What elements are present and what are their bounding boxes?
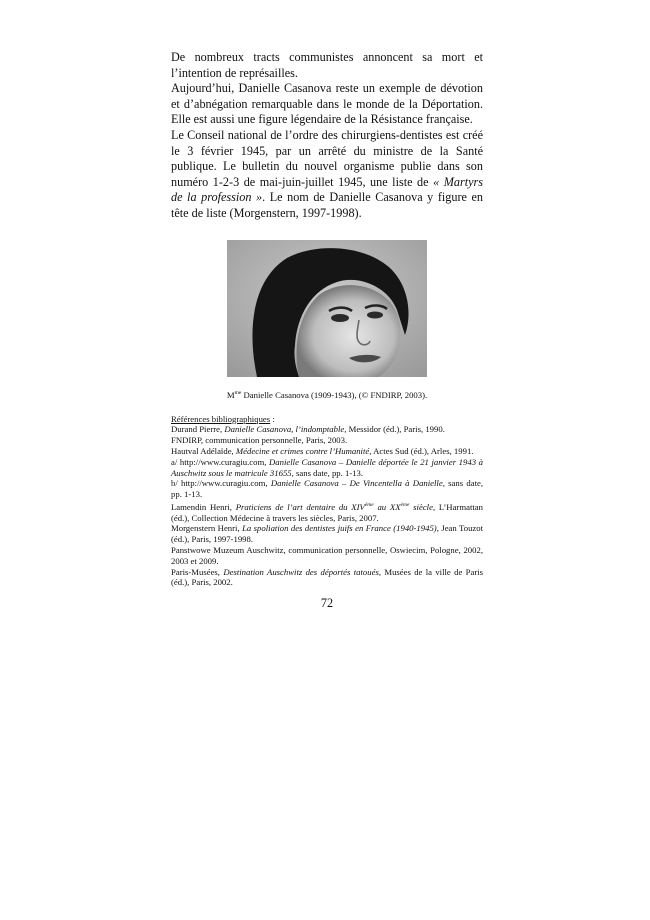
reference-text: , Jean Touzot (éd.), Paris, 1997-1998. bbox=[171, 523, 484, 545]
portrait-photo bbox=[227, 240, 427, 377]
reference-text: , Messidor (éd.), Paris, 1990. bbox=[344, 424, 445, 435]
references-heading-suffix: : bbox=[270, 413, 275, 424]
reference-item bbox=[171, 500, 483, 523]
reference-title-part: Praticiens de l’art dentaire du XIV bbox=[235, 501, 365, 512]
reference-text: Hautval Adélaïde, bbox=[171, 445, 236, 456]
references-heading-text: Références bibliographiques bbox=[171, 413, 271, 424]
reference-title: Destination Auschwitz des déportés tatoués bbox=[223, 566, 379, 577]
caption-superscript: me bbox=[234, 389, 242, 396]
body-text bbox=[171, 50, 483, 222]
reference-item bbox=[171, 478, 483, 500]
reference-text: Paris-Musées, bbox=[171, 566, 224, 577]
paragraph-text: . Le nom de Danielle Casanova y figure en tête de liste (Morgenstern, 1997-1998). bbox=[171, 190, 483, 220]
reference-text: , Musées de la ville de Paris (éd.), Paris, 2002. bbox=[171, 566, 484, 588]
reference-title: Danielle Casanova, l’indomptable bbox=[224, 424, 345, 435]
paragraph-text: Aujourd’hui, Danielle Casanova reste un exemple de dévotion et d’abnégation remarquable dans le monde de la Déportation. Elle est aussi une figure légendaire de la Résistance française. bbox=[171, 81, 483, 127]
reference-title-part: siècle bbox=[409, 501, 433, 512]
reference-superscript: ème bbox=[364, 501, 374, 508]
references-section bbox=[171, 414, 483, 589]
reference-title-part: au XX bbox=[373, 501, 401, 512]
reference-title: La spoliation des dentistes juifs en France (1940-1945) bbox=[242, 523, 437, 534]
reference-text: Morgenstern Henri, bbox=[171, 523, 243, 534]
reference-text: a/ http://www.curagiu.com, bbox=[171, 456, 270, 467]
paragraph-text: De nombreux tracts communistes annoncent sa mort et l’intention de représailles. bbox=[171, 50, 483, 80]
paragraph bbox=[171, 50, 483, 81]
reference-text: Panstwowe Muzeum Auschwitz, communication personnelle, Oswiecim, Pologne, 2002, 2003 et 2009. bbox=[171, 544, 483, 566]
page-number: 72 bbox=[320, 596, 334, 611]
reference-title: Danielle Casanova – Danielle déportée le 21 janvier 1943 à Auschwitz sous le matricule 31655 bbox=[171, 456, 483, 478]
reference-text: , sans date, pp. 1-13. bbox=[171, 478, 484, 500]
reference-title: Médecine et crimes contre l’Humanité bbox=[235, 445, 370, 456]
reference-item bbox=[171, 435, 483, 446]
reference-text: FNDIRP, communication personnelle, Paris, 2003. bbox=[171, 435, 348, 446]
caption-text: Danielle Casanova (1909-1943), (© FNDIRP, 2003). bbox=[241, 389, 428, 400]
portrait-figure bbox=[227, 240, 427, 377]
reference-item bbox=[171, 545, 483, 567]
reference-item bbox=[171, 446, 483, 457]
reference-item bbox=[171, 523, 483, 545]
reference-text: , sans date, pp. 1-13. bbox=[291, 467, 364, 478]
caption-text: M bbox=[226, 389, 235, 400]
document-page bbox=[171, 50, 483, 611]
reference-superscript: ème bbox=[400, 501, 410, 508]
figure-caption bbox=[171, 390, 483, 400]
reference-title: Danielle Casanova – De Vincentella à Danielle bbox=[270, 478, 443, 489]
reference-item bbox=[171, 457, 483, 479]
reference-text: b/ http://www.curagiu.com, bbox=[171, 478, 271, 489]
reference-text: , Actes Sud (éd.), Arles, 1991. bbox=[369, 445, 474, 456]
paragraph-italic: « Martyrs de la profession » bbox=[171, 174, 483, 205]
paragraph-text: Le Conseil national de l’ordre des chirurgiens-dentistes est créé le 3 février 1945, par un arrêté du ministre de la Santé publique. Le bulletin du nouvel organisme publie dans son numéro 1-2-3 de mai-juin-juillet 1945, une liste de bbox=[171, 127, 483, 189]
paragraph bbox=[171, 128, 483, 222]
paragraph bbox=[171, 81, 483, 128]
reference-title bbox=[236, 502, 433, 512]
reference-item bbox=[171, 567, 483, 589]
reference-item bbox=[171, 424, 483, 435]
reference-text: Durand Pierre, bbox=[171, 424, 225, 435]
reference-text: , L’Harmattan (éd.), Collection Médecine à travers les siècles, Paris, 2007. bbox=[171, 501, 483, 523]
references-heading bbox=[171, 414, 483, 425]
reference-text: Lamendin Henri, bbox=[171, 501, 236, 512]
